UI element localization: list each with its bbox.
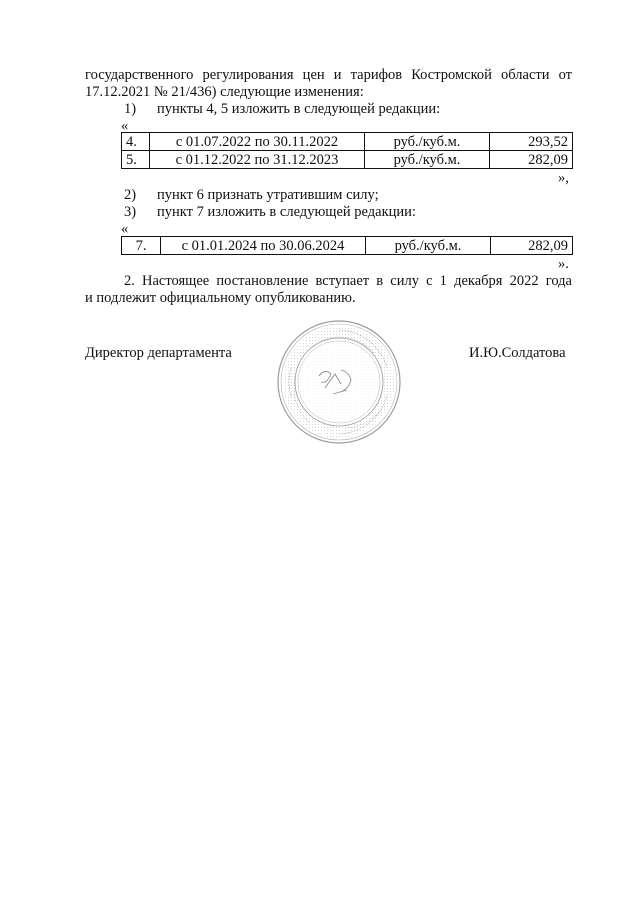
- item-3-number: 3): [124, 204, 137, 220]
- intro-line-2: 17.12.2021 № 21/436) следующие изменения:: [85, 84, 364, 100]
- row-period: с 01.12.2022 по 31.12.2023: [150, 151, 365, 169]
- rates-table-2: [121, 236, 573, 255]
- quote-close-1: »,: [558, 170, 569, 186]
- official-seal-stamp: [275, 318, 403, 446]
- row-unit: руб./куб.м.: [365, 133, 490, 151]
- table-row: [122, 151, 573, 169]
- item-1-number: 1): [124, 101, 137, 117]
- item-2-text: пункт 6 признать утратившим силу;: [157, 187, 379, 203]
- row-unit: руб./куб.м.: [365, 151, 490, 169]
- quote-open-2: «: [121, 221, 129, 237]
- table-row: [122, 237, 573, 255]
- closing-line-1: 2. Настоящее постановление вступает в силу с 1 декабря 2022 года: [124, 273, 572, 289]
- signature-name: И.Ю.Солдатова: [469, 345, 566, 361]
- row-value: 282,09: [490, 151, 573, 169]
- rates-table-1: [121, 132, 573, 169]
- row-number: 7.: [122, 237, 161, 255]
- quote-open-1: «: [121, 118, 129, 134]
- row-unit: руб./куб.м.: [366, 237, 491, 255]
- table-row: [122, 133, 573, 151]
- row-value: 282,09: [491, 237, 573, 255]
- item-1-text: пункты 4, 5 изложить в следующей редакции:: [157, 101, 441, 117]
- intro-line-1: государственного регулирования цен и тарифов Костромской области от: [85, 67, 572, 83]
- row-period: с 01.01.2024 по 30.06.2024: [161, 237, 366, 255]
- signature-position: Директор департамента: [85, 345, 232, 361]
- closing-line-2: и подлежит официальному опубликованию.: [85, 290, 356, 306]
- row-number: 4.: [122, 133, 150, 151]
- item-3-text: пункт 7 изложить в следующей редакции:: [157, 204, 416, 220]
- quote-close-2: ».: [558, 256, 569, 272]
- row-number: 5.: [122, 151, 150, 169]
- row-period: с 01.07.2022 по 30.11.2022: [150, 133, 365, 151]
- row-value: 293,52: [490, 133, 573, 151]
- item-2-number: 2): [124, 187, 137, 203]
